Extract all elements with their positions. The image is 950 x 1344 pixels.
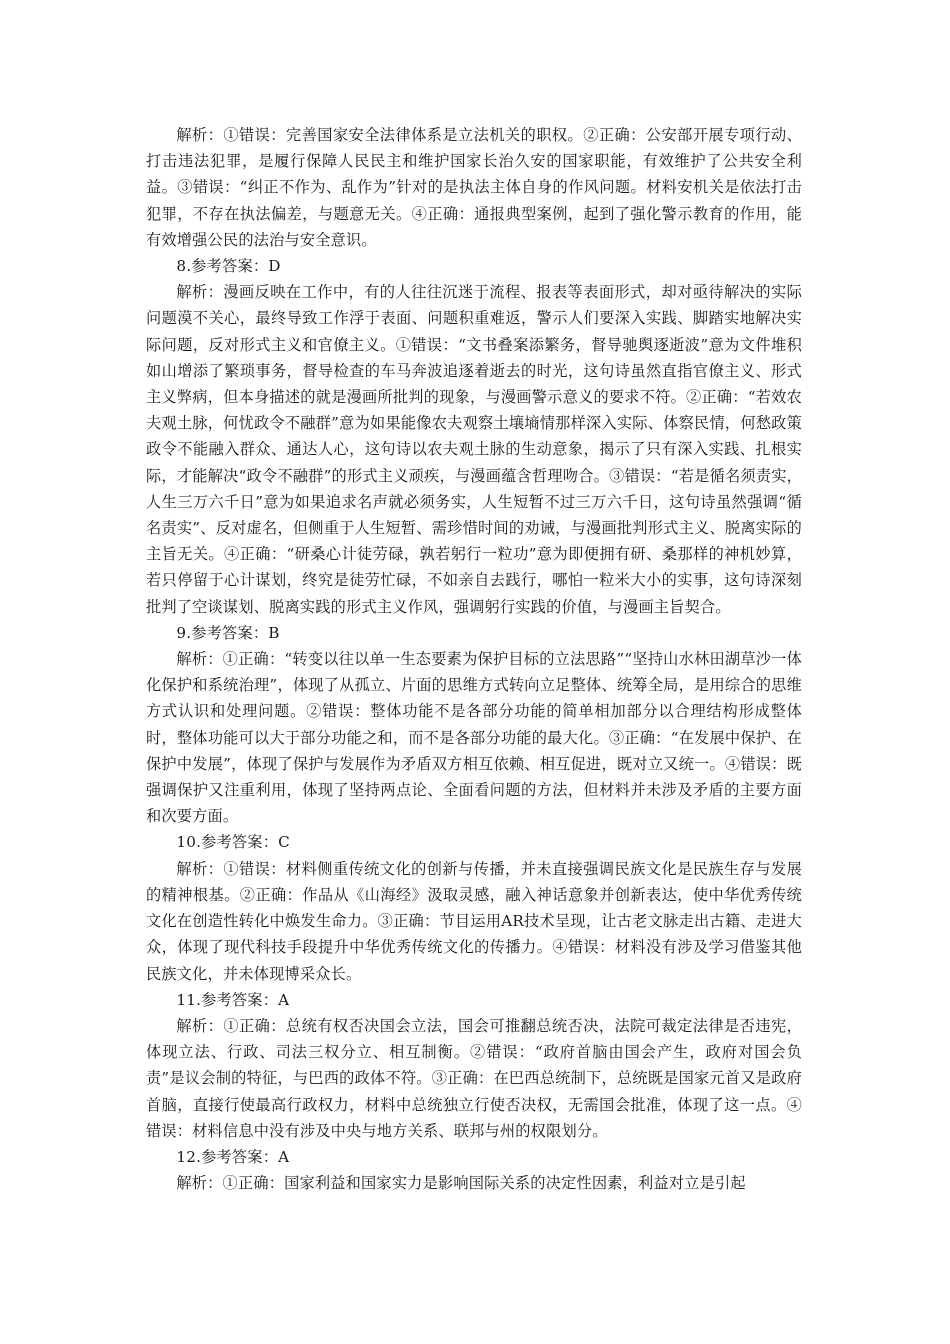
analysis-paragraph-8: 解析：漫画反映在工作中，有的人往往沉迷于流程、报表等表面形式，却对亟待解决的实际问题漠不关心，最终导致工作浮于表面、问题积重难返，警示人们要深入实践、脚踏实地解决实际问题，反对形式主义和官僚主义。①错误：“文书叠案添繁务，督导驰舆逐逝波”意为文件堆积如山增添了繁琐事务，督导检查的车马奔波追逐着逝去的时光，这句诗虽然直指官僚主义、形式主义弊病，但本身描述的就是漫画所批判的现象，与漫画警示意义的要求不符。②正确：“若效农夫观土脉，何忧政令不融群”意为如果能像农夫观察土壤墒情那样深入实际、体察民情，何愁政策政令不能融入群众、通达人心，这句诗以农夫观土脉的生动意象，揭示了只有深入实践、扎根实际，才能解决“政令不融群”的形式主义顽疾，与漫画蕴含哲理吻合。③错误：“若是循名须责实，人生三万六千日”意为如果追求名声就必须务实，人生短暂不过三万六千日，这句诗虽然强调“循名责实”、反对虚名，但侧重于人生短暂、需珍惜时间的劝诫，与漫画批判形式主义、脱离实际的主旨无关。④正确：“研桑心计徒劳碌，孰若躬行一粒功”意为即便拥有研、桑那样的神机妙算，若只停留于心计谋划，终究是徒劳忙碌，不如亲自去践行，哪怕一粒米大小的实事，这句诗深刻批判了空谈谋划、脱离实践的形式主义作风，强调躬行实践的价值，与漫画主旨契合。 <box>146 283 802 616</box>
answer-heading-10: 10.参考答案：C <box>176 833 290 852</box>
answer-heading-8: 8.参考答案：D <box>176 257 281 276</box>
answer-heading-12: 12.参考答案：A <box>176 1147 290 1166</box>
document-body <box>146 122 802 1196</box>
analysis-paragraph-9: 解析：①正确：“转变以往以单一生态要素为保护目标的立法思路”“坚持山水林田湖草沙一体化保护和系统治理”，体现了从孤立、片面的思维方式转向立足整体、统筹全局，是用综合的思维方式认识和处理问题。②错误：整体功能不是各部分功能的简单相加部分以合理结构形成整体时，整体功能可以大于部分功能之和，而不是各部分功能的最大化。③正确：“在发展中保护、在保护中发展”，体现了保护与发展作为矛盾双方相互依赖、相互促进，既对立又统一。④错误：既强调保护又注重利用，体现了坚持两点论、全面看问题的方法，但材料并未涉及矛盾的主要方面和次要方面。 <box>146 650 802 826</box>
analysis-paragraph-7: 解析：①错误：完善国家安全法律体系是立法机关的职权。②正确：公安部开展专项行动、打击违法犯罪，是履行保障人民民主和维护国家长治久安的国家职能，有效维护了公共安全利益。③错误：“纠正不作为、乱作为”针对的是执法主体自身的作风问题。材料安机关是依法打击犯罪，不存在执法偏差，与题意无关。④正确：通报典型案例，起到了强化警示教育的作用，能有效增强公民的法治与安全意识。 <box>146 126 802 249</box>
analysis-paragraph-10: 解析：①错误：材料侧重传统文化的创新与传播，并未直接强调民族文化是民族生存与发展的精神根基。②正确：作品从《山海经》汲取灵感，融入神话意象并创新表达，使中华优秀传统文化在创造性转化中焕发生命力。③正确：节目运用AR技术呈现，让古老文脉走出古籍、走进大众，体现了现代科技手段提升中华优秀传统文化的传播力。④错误：材料没有涉及学习借鉴其他民族文化，并未体现博采众长。 <box>146 859 802 983</box>
answer-heading-9: 9.参考答案：B <box>176 623 280 642</box>
analysis-paragraph-11: 解析：①正确：总统有权否决国会立法，国会可推翻总统否决，法院可裁定法律是否违宪，体现立法、行政、司法三权分立、相互制衡。②错误：“政府首脑由国会产生，政府对国会负责”是议会制的特征，与巴西的政体不符。③正确：在巴西总统制下，总统既是国家元首又是政府首脑，直接行使最高行政权力，材料中总统独立行使否决权，无需国会批准，体现了这一点。④错误：材料信息中没有涉及中央与地方关系、联邦与州的权限划分。 <box>146 1016 802 1140</box>
answer-heading-11: 11.参考答案：A <box>176 990 290 1009</box>
analysis-paragraph-12: 解析：①正确：国家利益和国家实力是影响国际关系的决定性因素，利益对立是引起 <box>176 1174 746 1193</box>
